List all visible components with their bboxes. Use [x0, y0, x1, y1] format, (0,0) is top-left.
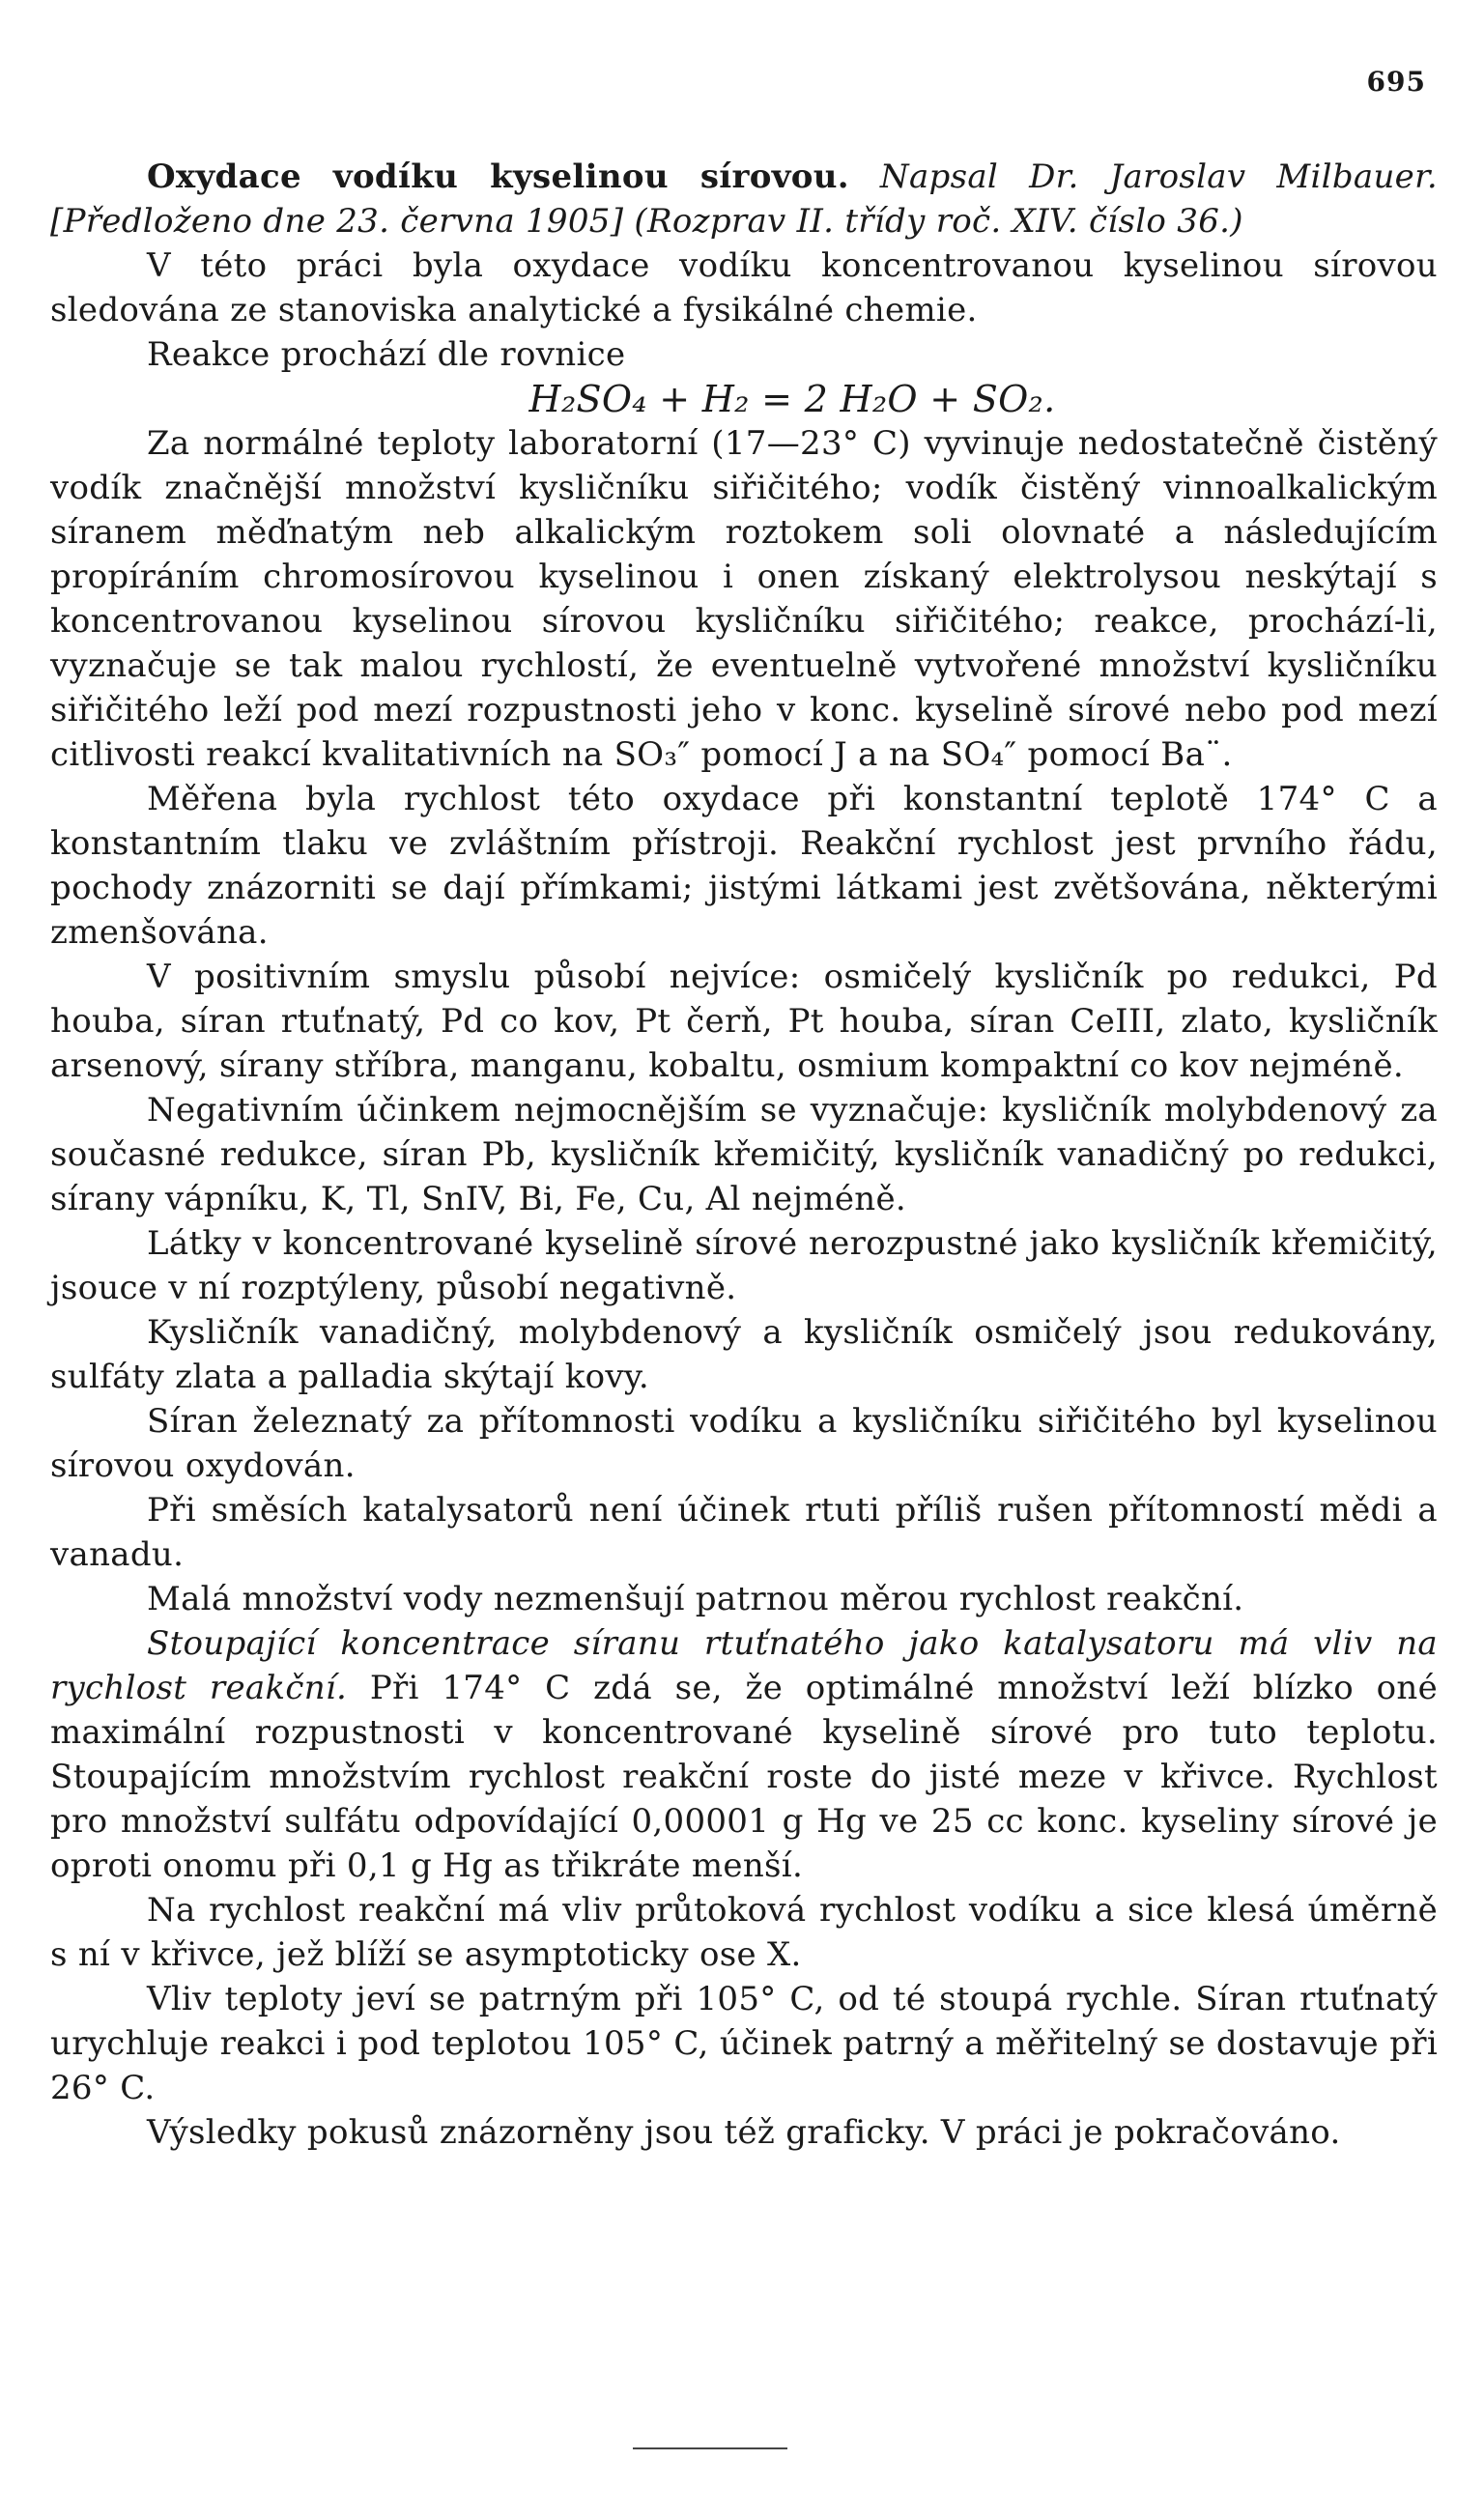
paragraph-4: Měřena byla rychlost této oxydace při konstantní teplotě 174° C a konstantním tlaku ve zvláštním přístroji. Reakční rychlost jest prvního řádu, pochody znázorniti se dají přímkami; jistými látkami jest zvětšována, některými zmenšována. [50, 780, 1438, 952]
paragraph-5: V positivním smyslu působí nejvíce: osmičelý kysličník po redukci, Pd houba, síran rtuťnatý, Pd co kov, Pt čerň, Pt houba, síran CeIII, zlato, kysličník arsenový, sírany stříbra, manganu, kobaltu, osmium kompaktní co kov nejméně. [50, 958, 1438, 1085]
paragraph-2: Reakce prochází dle rovnice [147, 335, 626, 374]
article-author: Napsal Dr. Jaroslav Milbauer. [879, 157, 1438, 196]
paragraph-12-text: Při 174° C zdá se, že optimálné množství leží blízko oné maximální rozpustnosti v koncentrované kyselině sírové pro tuto teplotu. Stoupajícím množstvím rychlost reakční roste do jisté meze v křivce. Rychlost pro množství sulfátu odpovídající 0,00001 g Hg ve 25 cc konc. kyseliny sírové je oproti onomu při 0,1 g Hg as třikráte menší. [50, 1669, 1438, 1885]
footer-rule [633, 2447, 787, 2449]
paragraph-6: Negativním účinkem nejmocnějším se vyznačuje: kysličník molybdenový za současné redukce, síran Pb, kysličník křemičitý, kysličník vanadičný po redukci, sírany vápníku, K, Tl, SnIV, Bi, Fe, Cu, Al nejméně. [50, 1091, 1438, 1218]
page-number: 695 [1366, 66, 1426, 98]
paragraph-14: Vliv teploty jeví se patrným při 105° C, od té stoupá rychle. Síran rtuťnatý urychluje reakci i pod teplotou 105° C, účinek patrný a měřitelný se dostavuje při 26° C. [50, 1980, 1438, 2107]
paragraph-7: Látky v koncentrované kyselině sírové nerozpustné jako kysličník křemičitý, jsouce v ní rozptýleny, působí negativně. [50, 1224, 1438, 1307]
paragraph-13: Na rychlost reakční má vliv průtoková rychlost vodíku a sice klesá úměrně s ní v křivce, jež blíží se asymptoticky ose X. [50, 1891, 1438, 1974]
article-header [50, 155, 1438, 243]
paragraph-9: Síran železnatý za přítomnosti vodíku a kysličníku siřičitého byl kyselinou sírovou oxydován. [50, 1402, 1438, 1485]
paragraph-1: V této práci byla oxydace vodíku koncentrovanou kyselinou sírovou sledována ze stanoviska analytické a fysikálné chemie. [50, 246, 1438, 329]
paragraph-3: Za normálné teploty laboratorní (17—23° C) vyvinuje nedostatečně čistěný vodík značnější množství kysličníku siřičitého; vodík čistěný vinnoalkalickým síranem měďnatým neb alkalickým roztokem soli olovnaté a následujícím propíráním chromosírovou kyselinou i onen získaný elektrolysou neskýtají s koncentrovanou kyselinou sírovou kysličníku siřičitého; reakce, prochází-li, vyznačuje se tak malou rychlostí, že eventuelně vytvořené množství kysličníku siřičitého leží pod mezí rozpustnosti jeho v konc. kyselině sírové nebo pod mezí citlivosti reakcí kvalitativních na SO₃″ pomocí J a na SO₄″ pomocí Ba¨. [50, 424, 1438, 774]
source-reference: (Rozprav II. třídy roč. XIV. číslo 36.) [634, 202, 1243, 241]
article-body [50, 155, 1438, 2155]
paragraph-15: Výsledky pokusů znázorněny jsou též graficky. V práci je pokračováno. [147, 2113, 1341, 2152]
paragraph-12-italic: Stoupající koncentrace síranu rtuťnatého jako katalysatoru má vliv na rychlost reakční. [50, 1624, 1438, 1707]
paragraph-8: Kysličník vanadičný, molybdenový a kysličník osmičelý jsou redukovány, sulfáty zlata a palladia skýtají kovy. [50, 1313, 1438, 1396]
paragraph-11: Malá množství vody nezmenšují patrnou měrou rychlost reakční. [147, 1580, 1244, 1618]
reaction-equation: H₂SO₄ + H₂ = 2 H₂O + SO₂. [528, 378, 1056, 420]
submission-date: [Předloženo dne 23. června 1905] [50, 202, 624, 241]
paragraph-12 [50, 1621, 1438, 1888]
article-title: Oxydace vodíku kyselinou sírovou. [147, 157, 849, 196]
paragraph-10: Při směsích katalysatorů není účinek rtuti příliš rušen přítomností mědi a vanadu. [50, 1491, 1438, 1574]
